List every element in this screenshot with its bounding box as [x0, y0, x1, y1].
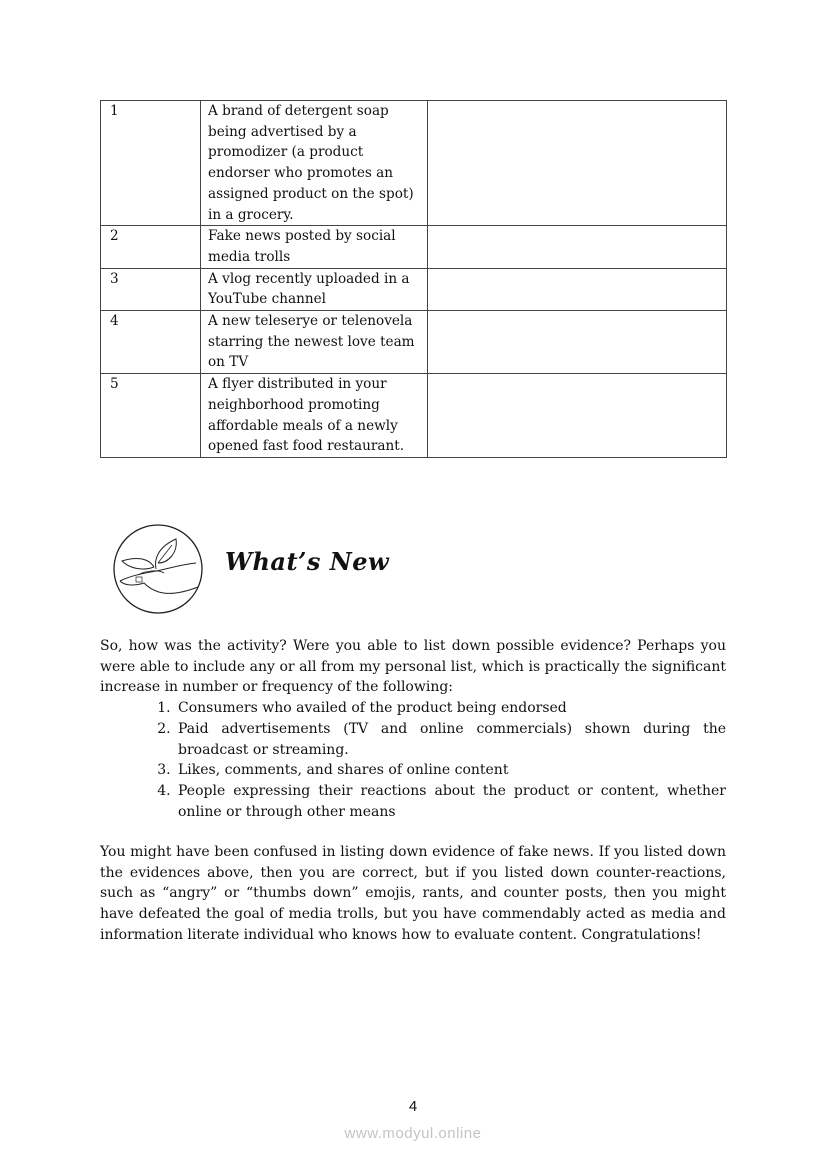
row-answer[interactable]: [428, 101, 727, 226]
row-description: Fake news posted by social media trolls: [201, 226, 428, 268]
row-description: A new teleserye or telenovela starring the newest love team on TV: [201, 311, 428, 374]
closing-block: [100, 842, 726, 946]
page-number: 4: [408, 1098, 418, 1115]
list-item: 4. People expressing their reactions about the product or content, whether online or through other means: [175, 781, 726, 822]
row-number: 3: [101, 268, 201, 310]
table-row: [101, 101, 727, 226]
section-title: What’s New: [225, 547, 390, 576]
intro-paragraph: So, how was the activity? Were you able to list down possible evidence? Perhaps you were able to include any or all from my personal list, which is practically the significant increase in number or frequency of the following:: [100, 638, 726, 696]
row-description: A brand of detergent soap being advertised by a promodizer (a product endorser who promotes an assigned product on the spot) in a grocery.: [201, 101, 428, 226]
row-answer[interactable]: [428, 268, 727, 310]
row-number: 1: [101, 101, 201, 226]
watermark: www.modyul.online: [344, 1125, 482, 1142]
list-item: 3. Likes, comments, and shares of online content: [175, 760, 726, 781]
list-item: 2. Paid advertisements (TV and online commercials) shown during the broadcast or streaming.: [175, 719, 726, 760]
table-row: [101, 268, 727, 310]
intro-block: [100, 636, 726, 822]
evidence-list: [100, 698, 726, 822]
row-description: A vlog recently uploaded in a YouTube channel: [201, 268, 428, 310]
row-description: A flyer distributed in your neighborhood promoting affordable meals of a newly opened fast food restaurant.: [201, 374, 428, 458]
row-number: 5: [101, 374, 201, 458]
hand-holding-plant-icon: [112, 523, 204, 615]
row-answer[interactable]: [428, 226, 727, 268]
table-row: [101, 374, 727, 458]
row-answer[interactable]: [428, 374, 727, 458]
list-item: 1. Consumers who availed of the product being endorsed: [175, 698, 726, 719]
row-number: 2: [101, 226, 201, 268]
closing-paragraph: You might have been confused in listing down evidence of fake news. If you listed down the evidences above, then you are correct, but if you listed down counter-reactions, such as “angry” or “thumbs down” emojis, rants, and counter posts, then you might have defeated the goal of media trolls, but you have commendably acted as media and information literate individual who knows how to evaluate content. Congratulations!: [100, 844, 726, 943]
row-number: 4: [101, 311, 201, 374]
section-heading: [112, 523, 512, 615]
row-answer[interactable]: [428, 311, 727, 374]
table-row: [101, 311, 727, 374]
table-row: [101, 226, 727, 268]
activity-table: [100, 100, 727, 458]
